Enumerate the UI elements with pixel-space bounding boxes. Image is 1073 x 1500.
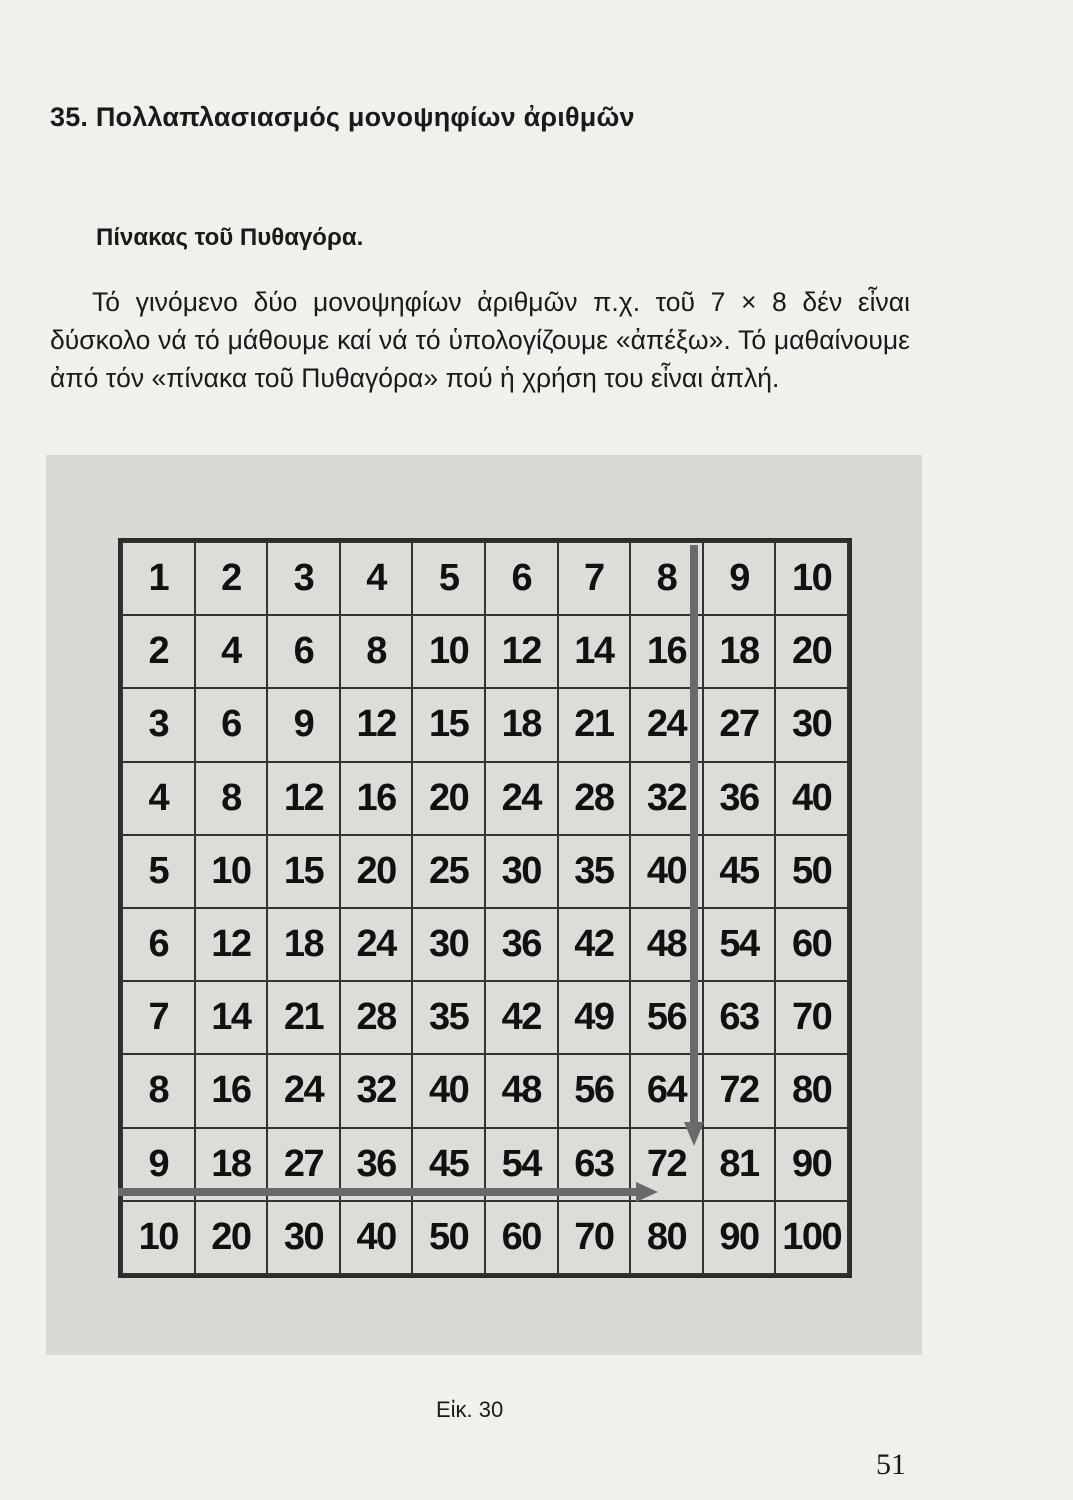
table-cell: 7 — [122, 981, 195, 1054]
table-cell: 54 — [485, 1128, 558, 1201]
table-cell: 8 — [340, 615, 413, 688]
pythagoras-multiplication-table — [121, 541, 849, 1275]
table-cell: 48 — [630, 908, 703, 981]
table-cell: 36 — [703, 762, 776, 835]
table-cell: 60 — [775, 908, 848, 981]
table-cell: 4 — [340, 542, 413, 615]
table-cell: 42 — [485, 981, 558, 1054]
table-cell: 18 — [195, 1128, 268, 1201]
table-cell: 2 — [122, 615, 195, 688]
table-cell: 6 — [122, 908, 195, 981]
table-cell: 50 — [412, 1201, 485, 1274]
table-cell: 24 — [485, 762, 558, 835]
table-cell: 30 — [412, 908, 485, 981]
table-cell: 10 — [412, 615, 485, 688]
table-cell: 36 — [485, 908, 558, 981]
table-cell: 14 — [195, 981, 268, 1054]
table-row — [122, 981, 848, 1054]
table-cell: 28 — [558, 762, 631, 835]
table-cell: 9 — [703, 542, 776, 615]
table-cell: 63 — [703, 981, 776, 1054]
table-cell: 60 — [485, 1201, 558, 1274]
table-cell: 16 — [195, 1054, 268, 1127]
right-arrow-icon — [636, 1182, 658, 1202]
table-cell: 8 — [195, 762, 268, 835]
table-cell: 16 — [340, 762, 413, 835]
table-cell: 63 — [558, 1128, 631, 1201]
table-cell: 70 — [775, 981, 848, 1054]
table-cell: 64 — [630, 1054, 703, 1127]
table-cell: 40 — [412, 1054, 485, 1127]
table-cell: 20 — [340, 835, 413, 908]
table-row — [122, 1054, 848, 1127]
table-cell: 32 — [340, 1054, 413, 1127]
figure-caption: Εἰκ. 30 — [436, 1397, 504, 1422]
table-cell: 4 — [195, 615, 268, 688]
table-cell: 10 — [775, 542, 848, 615]
table-cell: 24 — [267, 1054, 340, 1127]
vertical-arrow-shaft — [690, 545, 698, 1125]
table-cell: 40 — [630, 835, 703, 908]
table-cell: 2 — [195, 542, 268, 615]
table-cell: 40 — [340, 1201, 413, 1274]
table-cell: 35 — [558, 835, 631, 908]
table-cell: 12 — [485, 615, 558, 688]
table-cell: 50 — [775, 835, 848, 908]
table-cell: 45 — [703, 835, 776, 908]
table-cell: 36 — [340, 1128, 413, 1201]
table-cell: 24 — [630, 688, 703, 761]
table-row — [122, 615, 848, 688]
table-cell: 30 — [267, 1201, 340, 1274]
table-cell: 54 — [703, 908, 776, 981]
table-cell: 20 — [412, 762, 485, 835]
table-cell: 6 — [267, 615, 340, 688]
table-cell: 90 — [703, 1201, 776, 1274]
table-cell: 5 — [122, 835, 195, 908]
table-row — [122, 908, 848, 981]
down-arrow-icon — [684, 1122, 704, 1146]
table-cell: 56 — [558, 1054, 631, 1127]
horizontal-arrow-shaft — [118, 1188, 638, 1196]
table-cell: 30 — [775, 688, 848, 761]
table-cell: 24 — [340, 908, 413, 981]
table-cell: 8 — [122, 1054, 195, 1127]
table-cell: 48 — [485, 1054, 558, 1127]
subheading: Πίνακας τοῦ Πυθαγόρα. — [96, 224, 364, 251]
table-cell: 1 — [122, 542, 195, 615]
table-cell: 12 — [195, 908, 268, 981]
table-cell: 9 — [122, 1128, 195, 1201]
table-row — [122, 542, 848, 615]
table-cell: 100 — [775, 1201, 848, 1274]
table-cell: 81 — [703, 1128, 776, 1201]
table-cell: 12 — [267, 762, 340, 835]
table-cell: 72 — [630, 1128, 703, 1201]
table-cell: 14 — [558, 615, 631, 688]
section-heading: 35. Πολλαπλασιασμός μονοψηφίων ἀριθμῶν — [50, 102, 635, 132]
table-cell: 21 — [558, 688, 631, 761]
body-paragraph: Τό γινόμενο δύο μονοψηφίων ἀριθμῶν π.χ. τοῦ 7 × 8 δέν εἶναι δύσκολο νά τό μάθουμε καί νά τό ὑπολογίζουμε «ἀπέξω». Τό μαθαίνουμε ἀπό τόν «πίνακα τοῦ Πυθαγόρα» πού ἡ χρήση του εἶναι ἁπλή. — [50, 287, 910, 393]
table-cell: 45 — [412, 1128, 485, 1201]
table-cell: 40 — [775, 762, 848, 835]
table-cell: 32 — [630, 762, 703, 835]
table-cell: 18 — [703, 615, 776, 688]
table-cell: 4 — [122, 762, 195, 835]
table-cell: 5 — [412, 542, 485, 615]
table-cell: 18 — [267, 908, 340, 981]
table-cell: 15 — [412, 688, 485, 761]
pythagoras-table-frame — [118, 538, 852, 1278]
table-cell: 12 — [340, 688, 413, 761]
page-number: 51 — [876, 1448, 906, 1481]
table-cell: 20 — [775, 615, 848, 688]
table-cell: 49 — [558, 981, 631, 1054]
table-row — [122, 1201, 848, 1274]
table-cell: 80 — [775, 1054, 848, 1127]
table-cell: 6 — [485, 542, 558, 615]
table-cell: 28 — [340, 981, 413, 1054]
table-cell: 6 — [195, 688, 268, 761]
table-cell: 25 — [412, 835, 485, 908]
table-cell: 3 — [267, 542, 340, 615]
table-row — [122, 835, 848, 908]
table-cell: 42 — [558, 908, 631, 981]
table-cell: 16 — [630, 615, 703, 688]
table-cell: 18 — [485, 688, 558, 761]
table-cell: 10 — [122, 1201, 195, 1274]
table-row — [122, 688, 848, 761]
table-cell: 15 — [267, 835, 340, 908]
table-cell: 35 — [412, 981, 485, 1054]
table-row — [122, 762, 848, 835]
table-cell: 27 — [267, 1128, 340, 1201]
table-cell: 7 — [558, 542, 631, 615]
table-cell: 20 — [195, 1201, 268, 1274]
table-cell: 30 — [485, 835, 558, 908]
table-cell: 8 — [630, 542, 703, 615]
table-cell: 10 — [195, 835, 268, 908]
table-cell: 9 — [267, 688, 340, 761]
table-cell: 21 — [267, 981, 340, 1054]
table-cell: 80 — [630, 1201, 703, 1274]
table-cell: 27 — [703, 688, 776, 761]
table-cell: 3 — [122, 688, 195, 761]
table-cell: 72 — [703, 1054, 776, 1127]
table-cell: 70 — [558, 1201, 631, 1274]
table-cell: 90 — [775, 1128, 848, 1201]
table-cell: 56 — [630, 981, 703, 1054]
